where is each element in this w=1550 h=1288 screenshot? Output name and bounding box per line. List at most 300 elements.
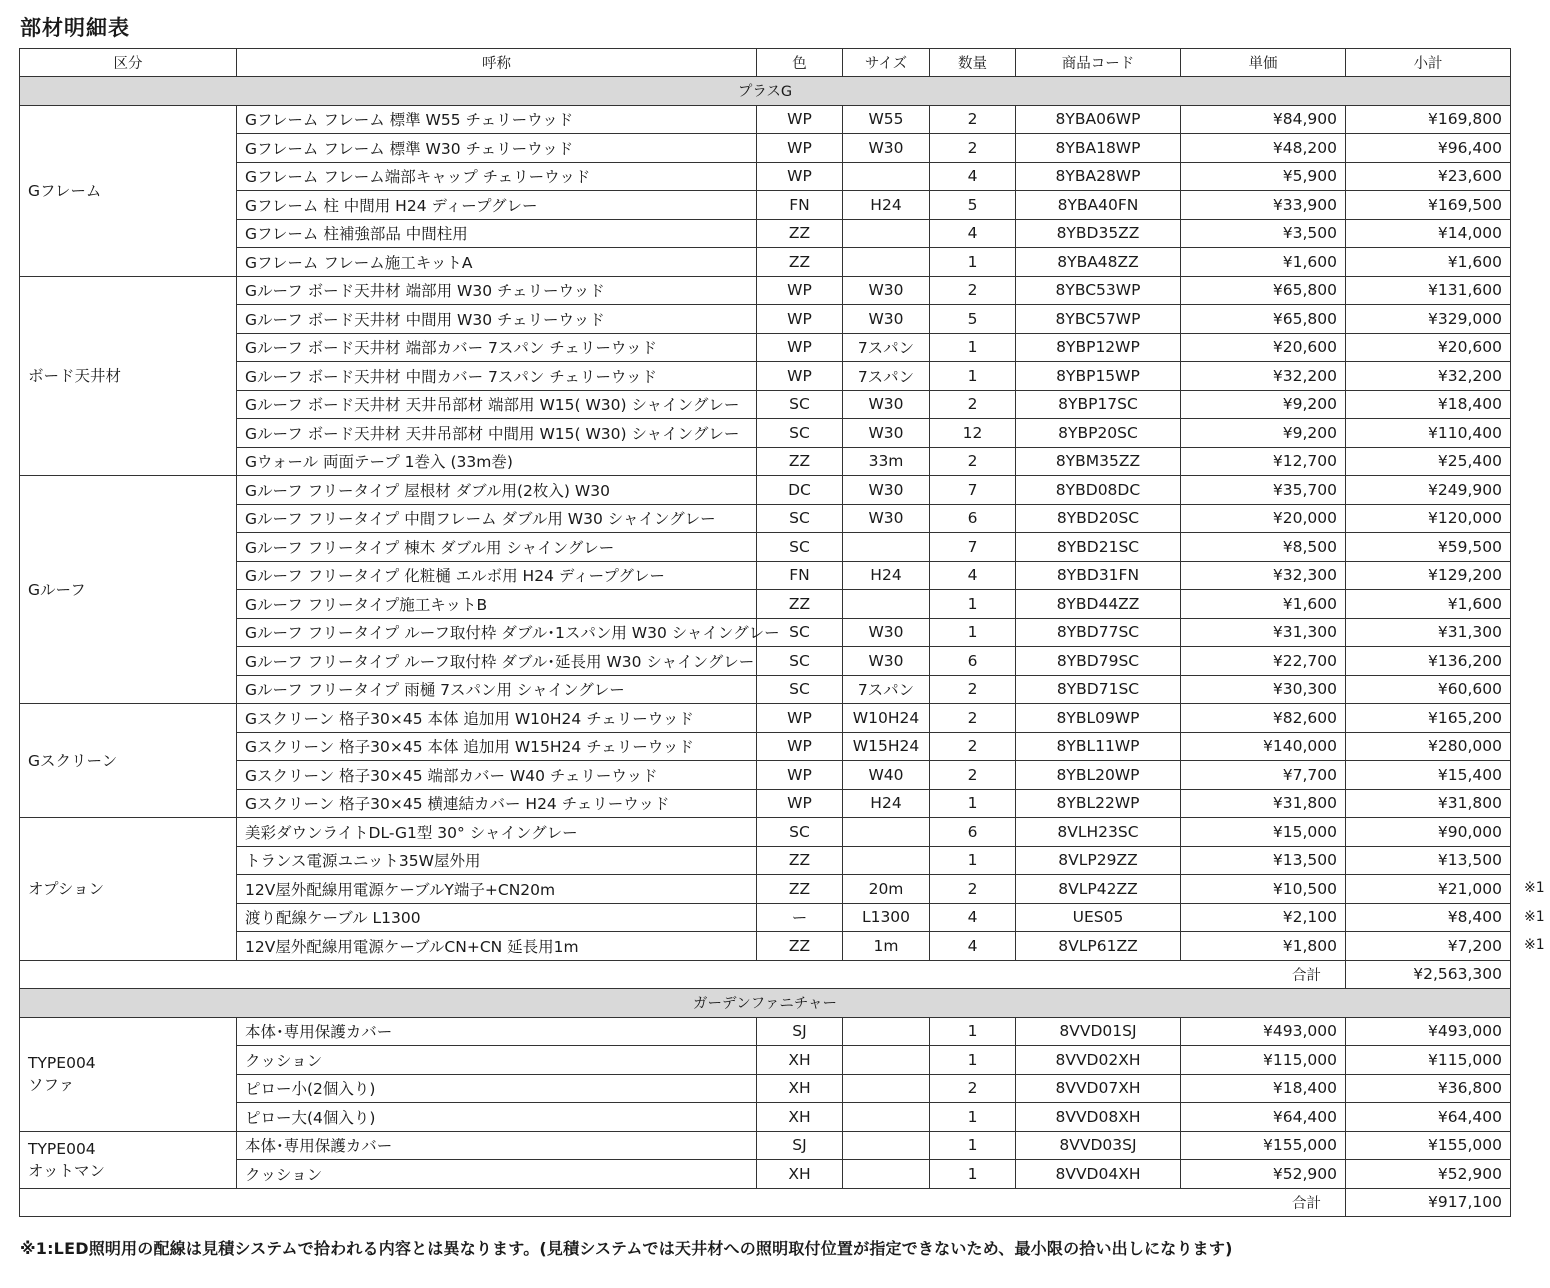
item-color: WP xyxy=(757,305,843,334)
item-color: ZZ xyxy=(757,875,843,904)
category-cell xyxy=(20,1017,237,1131)
item-name: Gフレーム フレーム 標準 W55 チェリーウッド xyxy=(237,105,757,134)
item-subtotal: ¥169,500 xyxy=(1346,191,1511,220)
item-code: 8VVD08XH xyxy=(1016,1103,1181,1132)
table-header-row xyxy=(20,49,1511,77)
total-value: ¥2,563,300 xyxy=(1346,960,1511,989)
item-code: UES05 xyxy=(1016,903,1181,932)
total-label: 合計 xyxy=(20,960,1346,989)
category-label: オプション xyxy=(28,879,105,898)
item-price: ¥115,000 xyxy=(1181,1046,1346,1075)
item-qty: 7 xyxy=(930,476,1016,505)
table-row xyxy=(20,1103,1511,1132)
item-subtotal: ¥155,000 xyxy=(1346,1131,1511,1160)
table-row xyxy=(20,390,1511,419)
item-price: ¥31,800 xyxy=(1181,789,1346,818)
item-color: ZZ xyxy=(757,846,843,875)
item-name: Gスクリーン 格子30×45 本体 追加用 W10H24 チェリーウッド xyxy=(237,704,757,733)
item-subtotal: ¥15,400 xyxy=(1346,761,1511,790)
item-subtotal: ¥165,200 xyxy=(1346,704,1511,733)
item-name: Gフレーム フレーム施工キットA xyxy=(237,248,757,277)
header-name: 呼称 xyxy=(237,49,757,77)
item-color: XH xyxy=(757,1103,843,1132)
item-size: 33m xyxy=(843,447,930,476)
item-name: 美彩ダウンライトDL-G1型 30° シャイングレー xyxy=(237,818,757,847)
item-qty: 1 xyxy=(930,362,1016,391)
item-name: Gルーフ ボード天井材 端部用 W30 チェリーウッド xyxy=(237,276,757,305)
header-code: 商品コード xyxy=(1016,49,1181,77)
item-price: ¥1,600 xyxy=(1181,590,1346,619)
item-color: SC xyxy=(757,818,843,847)
item-qty: 1 xyxy=(930,1131,1016,1160)
item-size xyxy=(843,590,930,619)
total-row xyxy=(20,1188,1511,1217)
item-price: ¥13,500 xyxy=(1181,846,1346,875)
item-color: WP xyxy=(757,276,843,305)
item-code: 8YBD71SC xyxy=(1016,675,1181,704)
item-qty: 1 xyxy=(930,846,1016,875)
table-row xyxy=(20,105,1511,134)
table-row xyxy=(20,333,1511,362)
item-color: XH xyxy=(757,1160,843,1189)
item-code: 8YBD35ZZ xyxy=(1016,219,1181,248)
total-row xyxy=(20,960,1511,989)
item-price: ¥20,600 xyxy=(1181,333,1346,362)
item-qty: 2 xyxy=(930,390,1016,419)
table-row xyxy=(20,675,1511,704)
item-name: ピロー小(2個入り) xyxy=(237,1074,757,1103)
item-code: 8YBA28WP xyxy=(1016,162,1181,191)
table-row xyxy=(20,305,1511,334)
item-code: 8VLP61ZZ xyxy=(1016,932,1181,961)
item-code: 8YBP17SC xyxy=(1016,390,1181,419)
item-name: Gフレーム フレーム 標準 W30 チェリーウッド xyxy=(237,134,757,163)
item-subtotal: ¥493,000 xyxy=(1346,1017,1511,1046)
item-qty: 1 xyxy=(930,590,1016,619)
item-size xyxy=(843,533,930,562)
item-subtotal: ¥64,400 xyxy=(1346,1103,1511,1132)
item-price: ¥155,000 xyxy=(1181,1131,1346,1160)
item-subtotal: ¥60,600 xyxy=(1346,675,1511,704)
item-qty: 1 xyxy=(930,333,1016,362)
table-row xyxy=(20,362,1511,391)
item-subtotal: ¥25,400 xyxy=(1346,447,1511,476)
item-size xyxy=(843,248,930,277)
item-subtotal: ¥36,800 xyxy=(1346,1074,1511,1103)
item-code: 8VVD04XH xyxy=(1016,1160,1181,1189)
item-subtotal: ¥90,000 xyxy=(1346,818,1511,847)
table-row xyxy=(20,875,1511,904)
category-cell xyxy=(20,1131,237,1188)
table-row xyxy=(20,419,1511,448)
item-qty: 4 xyxy=(930,162,1016,191)
item-price: ¥1,600 xyxy=(1181,248,1346,277)
item-price: ¥15,000 xyxy=(1181,818,1346,847)
item-price: ¥20,000 xyxy=(1181,504,1346,533)
note-mark: ※1 xyxy=(1524,880,1545,896)
item-color: SJ xyxy=(757,1131,843,1160)
item-price: ¥65,800 xyxy=(1181,276,1346,305)
table-row xyxy=(20,561,1511,590)
item-price: ¥3,500 xyxy=(1181,219,1346,248)
category-cell xyxy=(20,704,237,818)
item-qty: 1 xyxy=(930,789,1016,818)
item-code: 8YBA48ZZ xyxy=(1016,248,1181,277)
table-row xyxy=(20,846,1511,875)
item-code: 8YBL11WP xyxy=(1016,732,1181,761)
item-qty: 2 xyxy=(930,704,1016,733)
item-size xyxy=(843,1017,930,1046)
item-qty: 2 xyxy=(930,276,1016,305)
item-size: W40 xyxy=(843,761,930,790)
item-size: H24 xyxy=(843,191,930,220)
item-name: Gルーフ ボード天井材 中間カバー 7スパン チェリーウッド xyxy=(237,362,757,391)
category-cell xyxy=(20,476,237,704)
item-name: Gルーフ フリータイプ 雨樋 7スパン用 シャイングレー xyxy=(237,675,757,704)
table-row xyxy=(20,789,1511,818)
item-code: 8YBD79SC xyxy=(1016,647,1181,676)
item-size: W10H24 xyxy=(843,704,930,733)
item-color: SC xyxy=(757,390,843,419)
item-size: W30 xyxy=(843,618,930,647)
item-code: 8YBP12WP xyxy=(1016,333,1181,362)
item-color: SC xyxy=(757,675,843,704)
item-size xyxy=(843,162,930,191)
table-row xyxy=(20,162,1511,191)
item-code: 8VLP42ZZ xyxy=(1016,875,1181,904)
item-qty: 2 xyxy=(930,105,1016,134)
section-title: ガーデンファニチャー xyxy=(20,989,1511,1018)
item-subtotal: ¥249,900 xyxy=(1346,476,1511,505)
item-color: WP xyxy=(757,732,843,761)
header-subtotal: 小計 xyxy=(1346,49,1511,77)
item-qty: 6 xyxy=(930,647,1016,676)
item-color: WP xyxy=(757,789,843,818)
item-price: ¥52,900 xyxy=(1181,1160,1346,1189)
table-row xyxy=(20,590,1511,619)
item-code: 8YBD08DC xyxy=(1016,476,1181,505)
item-subtotal: ¥18,400 xyxy=(1346,390,1511,419)
category-label: TYPE004 xyxy=(28,1054,96,1072)
item-name: Gスクリーン 格子30×45 端部カバー W40 チェリーウッド xyxy=(237,761,757,790)
item-price: ¥5,900 xyxy=(1181,162,1346,191)
item-size xyxy=(843,818,930,847)
item-color: SC xyxy=(757,419,843,448)
item-name: 渡り配線ケーブル L1300 xyxy=(237,903,757,932)
item-name: Gルーフ フリータイプ施工キットB xyxy=(237,590,757,619)
item-subtotal: ¥59,500 xyxy=(1346,533,1511,562)
item-size: W30 xyxy=(843,305,930,334)
item-color: ー xyxy=(757,903,843,932)
footnote: ※1:LED照明用の配線は見積システムで拾われる内容とは異なります。(見積システムでは天井材への照明取付位置が指定できないため、最小限の拾い出しになります) xyxy=(20,1239,1233,1258)
page-title: 部材明細表 xyxy=(20,16,130,40)
item-qty: 1 xyxy=(930,1160,1016,1189)
item-code: 8YBA06WP xyxy=(1016,105,1181,134)
item-code: 8VVD03SJ xyxy=(1016,1131,1181,1160)
table-body xyxy=(20,77,1545,1217)
item-qty: 5 xyxy=(930,305,1016,334)
item-name: ピロー大(4個入り) xyxy=(237,1103,757,1132)
table-row xyxy=(20,1074,1511,1103)
item-name: 12V屋外配線用電源ケーブルCN+CN 延長用1m xyxy=(237,932,757,961)
item-size xyxy=(843,1131,930,1160)
item-qty: 1 xyxy=(930,618,1016,647)
item-qty: 2 xyxy=(930,447,1016,476)
header-size: サイズ xyxy=(843,49,930,77)
item-name: Gルーフ フリータイプ ルーフ取付枠 ダブル･1スパン用 W30 シャイングレー xyxy=(237,618,757,647)
item-price: ¥33,900 xyxy=(1181,191,1346,220)
item-color: ZZ xyxy=(757,219,843,248)
item-price: ¥48,200 xyxy=(1181,134,1346,163)
item-size: 1m xyxy=(843,932,930,961)
item-code: 8VVD01SJ xyxy=(1016,1017,1181,1046)
table-row xyxy=(20,191,1511,220)
item-subtotal: ¥136,200 xyxy=(1346,647,1511,676)
item-name: クッション xyxy=(237,1046,757,1075)
item-size: W30 xyxy=(843,390,930,419)
item-name: クッション xyxy=(237,1160,757,1189)
table-row xyxy=(20,476,1511,505)
table-row xyxy=(20,1160,1511,1189)
item-code: 8YBD20SC xyxy=(1016,504,1181,533)
item-price: ¥140,000 xyxy=(1181,732,1346,761)
item-name: Gスクリーン 格子30×45 横連結カバー H24 チェリーウッド xyxy=(237,789,757,818)
item-size: 7スパン xyxy=(843,675,930,704)
table-row xyxy=(20,704,1511,733)
item-subtotal: ¥115,000 xyxy=(1346,1046,1511,1075)
item-color: SC xyxy=(757,647,843,676)
header-color: 色 xyxy=(757,49,843,77)
item-color: ZZ xyxy=(757,590,843,619)
item-color: WP xyxy=(757,333,843,362)
item-size: 20m xyxy=(843,875,930,904)
item-size xyxy=(843,1160,930,1189)
item-color: ZZ xyxy=(757,248,843,277)
item-price: ¥7,700 xyxy=(1181,761,1346,790)
item-code: 8YBA18WP xyxy=(1016,134,1181,163)
item-qty: 2 xyxy=(930,875,1016,904)
item-name: Gルーフ ボード天井材 中間用 W30 チェリーウッド xyxy=(237,305,757,334)
item-size: H24 xyxy=(843,561,930,590)
item-subtotal: ¥1,600 xyxy=(1346,248,1511,277)
item-qty: 5 xyxy=(930,191,1016,220)
item-price: ¥18,400 xyxy=(1181,1074,1346,1103)
item-price: ¥35,700 xyxy=(1181,476,1346,505)
item-qty: 4 xyxy=(930,932,1016,961)
item-price: ¥493,000 xyxy=(1181,1017,1346,1046)
item-size: W30 xyxy=(843,134,930,163)
item-subtotal: ¥7,200 ※1 xyxy=(1346,932,1511,961)
item-color: SJ xyxy=(757,1017,843,1046)
item-subtotal: ¥169,800 xyxy=(1346,105,1511,134)
section-title: プラスG xyxy=(20,77,1511,106)
item-code: 8YBD21SC xyxy=(1016,533,1181,562)
item-code: 8VLH23SC xyxy=(1016,818,1181,847)
category-label: TYPE004 xyxy=(28,1139,96,1158)
item-size: W30 xyxy=(843,647,930,676)
table-row xyxy=(20,932,1511,961)
item-subtotal: ¥13,500 xyxy=(1346,846,1511,875)
item-size: 7スパン xyxy=(843,362,930,391)
item-price: ¥82,600 xyxy=(1181,704,1346,733)
item-color: WP xyxy=(757,134,843,163)
table-row xyxy=(20,276,1511,305)
item-name: トランス電源ユニット35W屋外用 xyxy=(237,846,757,875)
category-label: ボード天井材 xyxy=(28,366,122,385)
item-subtotal: ¥20,600 xyxy=(1346,333,1511,362)
item-color: ZZ xyxy=(757,447,843,476)
item-subtotal: ¥96,400 xyxy=(1346,134,1511,163)
item-name: Gスクリーン 格子30×45 本体 追加用 W15H24 チェリーウッド xyxy=(237,732,757,761)
item-price: ¥31,300 xyxy=(1181,618,1346,647)
item-size xyxy=(843,846,930,875)
item-subtotal: ¥280,000 xyxy=(1346,732,1511,761)
category-label: Gスクリーン xyxy=(28,751,118,770)
item-code: 8YBP20SC xyxy=(1016,419,1181,448)
item-price: ¥64,400 xyxy=(1181,1103,1346,1132)
table-row xyxy=(20,1017,1511,1046)
item-subtotal: ¥14,000 xyxy=(1346,219,1511,248)
item-color: XH xyxy=(757,1046,843,1075)
item-name: Gルーフ フリータイプ 化粧樋 エルボ用 H24 ディープグレー xyxy=(237,561,757,590)
item-subtotal: ¥329,000 xyxy=(1346,305,1511,334)
item-name: 本体･専用保護カバー xyxy=(237,1131,757,1160)
total-value: ¥917,100 xyxy=(1346,1188,1511,1217)
item-color: ZZ xyxy=(757,932,843,961)
item-qty: 4 xyxy=(930,561,1016,590)
item-code: 8YBL22WP xyxy=(1016,789,1181,818)
table-row xyxy=(20,504,1511,533)
category-cell xyxy=(20,818,237,961)
item-price: ¥9,200 xyxy=(1181,419,1346,448)
item-code: 8YBM35ZZ xyxy=(1016,447,1181,476)
item-code: 8YBD31FN xyxy=(1016,561,1181,590)
item-name: Gルーフ フリータイプ 中間フレーム ダブル用 W30 シャイングレー xyxy=(237,504,757,533)
item-qty: 1 xyxy=(930,248,1016,277)
item-qty: 2 xyxy=(930,1074,1016,1103)
item-color: WP xyxy=(757,162,843,191)
item-code: 8YBC57WP xyxy=(1016,305,1181,334)
item-code: 8YBL09WP xyxy=(1016,704,1181,733)
item-subtotal: ¥8,400 ※1 xyxy=(1346,903,1511,932)
item-size: W30 xyxy=(843,276,930,305)
item-code: 8YBD77SC xyxy=(1016,618,1181,647)
item-name: Gルーフ ボード天井材 天井吊部材 端部用 W15( W30) シャイングレー xyxy=(237,390,757,419)
item-size: W30 xyxy=(843,504,930,533)
item-code: 8YBA40FN xyxy=(1016,191,1181,220)
item-subtotal: ¥129,200 xyxy=(1346,561,1511,590)
section-header-row xyxy=(20,77,1511,106)
item-color: SC xyxy=(757,504,843,533)
item-name: Gルーフ フリータイプ 屋根材 ダブル用(2枚入) W30 xyxy=(237,476,757,505)
total-label: 合計 xyxy=(20,1188,1346,1217)
item-subtotal: ¥110,400 xyxy=(1346,419,1511,448)
item-qty: 1 xyxy=(930,1103,1016,1132)
header-price: 単価 xyxy=(1181,49,1346,77)
table-row xyxy=(20,248,1511,277)
item-code: 8YBC53WP xyxy=(1016,276,1181,305)
item-size: W55 xyxy=(843,105,930,134)
table-row xyxy=(20,1131,1511,1160)
item-subtotal: ¥131,600 xyxy=(1346,276,1511,305)
table-row xyxy=(20,618,1511,647)
item-price: ¥10,500 xyxy=(1181,875,1346,904)
table-row xyxy=(20,903,1511,932)
item-qty: 4 xyxy=(930,219,1016,248)
category-label: ソファ xyxy=(28,1076,75,1094)
section-header-row xyxy=(20,989,1511,1018)
item-subtotal: ¥21,000 ※1 xyxy=(1346,875,1511,904)
item-name: Gフレーム 柱補強部品 中間柱用 xyxy=(237,219,757,248)
item-qty: 12 xyxy=(930,419,1016,448)
table-row xyxy=(20,818,1511,847)
table-row xyxy=(20,219,1511,248)
item-qty: 1 xyxy=(930,1046,1016,1075)
item-name: Gルーフ ボード天井材 端部カバー 7スパン チェリーウッド xyxy=(237,333,757,362)
category-label: Gフレーム xyxy=(28,181,102,200)
item-subtotal: ¥31,800 xyxy=(1346,789,1511,818)
item-price: ¥32,300 xyxy=(1181,561,1346,590)
table-row xyxy=(20,732,1511,761)
item-size: W30 xyxy=(843,419,930,448)
item-name: Gルーフ ボード天井材 天井吊部材 中間用 W15( W30) シャイングレー xyxy=(237,419,757,448)
category-cell xyxy=(20,276,237,476)
item-name: Gルーフ フリータイプ ルーフ取付枠 ダブル･延長用 W30 シャイングレー xyxy=(237,647,757,676)
item-color: SC xyxy=(757,618,843,647)
item-price: ¥84,900 xyxy=(1181,105,1346,134)
item-qty: 2 xyxy=(930,675,1016,704)
note-mark: ※1 xyxy=(1524,908,1545,925)
item-code: 8YBD44ZZ xyxy=(1016,590,1181,619)
item-subtotal: ¥31,300 xyxy=(1346,618,1511,647)
item-price: ¥2,100 xyxy=(1181,903,1346,932)
item-name: Gウォール 両面テープ 1巻入 (33m巻) xyxy=(237,447,757,476)
item-name: Gフレーム 柱 中間用 H24 ディープグレー xyxy=(237,191,757,220)
category-label: Gルーフ xyxy=(28,580,86,599)
item-color: FN xyxy=(757,191,843,220)
item-color: WP xyxy=(757,105,843,134)
item-size xyxy=(843,1046,930,1075)
item-price: ¥32,200 xyxy=(1181,362,1346,391)
header-qty: 数量 xyxy=(930,49,1016,77)
item-name: Gルーフ フリータイプ 棟木 ダブル用 シャイングレー xyxy=(237,533,757,562)
item-size: 7スパン xyxy=(843,333,930,362)
item-qty: 6 xyxy=(930,504,1016,533)
item-price: ¥65,800 xyxy=(1181,305,1346,334)
item-color: WP xyxy=(757,761,843,790)
item-color: WP xyxy=(757,362,843,391)
item-qty: 4 xyxy=(930,903,1016,932)
item-subtotal: ¥23,600 xyxy=(1346,162,1511,191)
item-qty: 2 xyxy=(930,134,1016,163)
item-name: 本体･専用保護カバー xyxy=(237,1017,757,1046)
category-cell xyxy=(20,105,237,276)
item-code: 8VLP29ZZ xyxy=(1016,846,1181,875)
item-code: 8VVD07XH xyxy=(1016,1074,1181,1103)
item-qty: 2 xyxy=(930,732,1016,761)
item-price: ¥12,700 xyxy=(1181,447,1346,476)
item-subtotal: ¥52,900 xyxy=(1346,1160,1511,1189)
item-price: ¥30,300 xyxy=(1181,675,1346,704)
table-row xyxy=(20,533,1511,562)
item-qty: 2 xyxy=(930,761,1016,790)
item-size xyxy=(843,1074,930,1103)
item-size: H24 xyxy=(843,789,930,818)
item-subtotal: ¥1,600 xyxy=(1346,590,1511,619)
item-name: 12V屋外配線用電源ケーブルY端子+CN20m xyxy=(237,875,757,904)
item-code: 8YBP15WP xyxy=(1016,362,1181,391)
note-mark: ※1 xyxy=(1524,937,1545,953)
